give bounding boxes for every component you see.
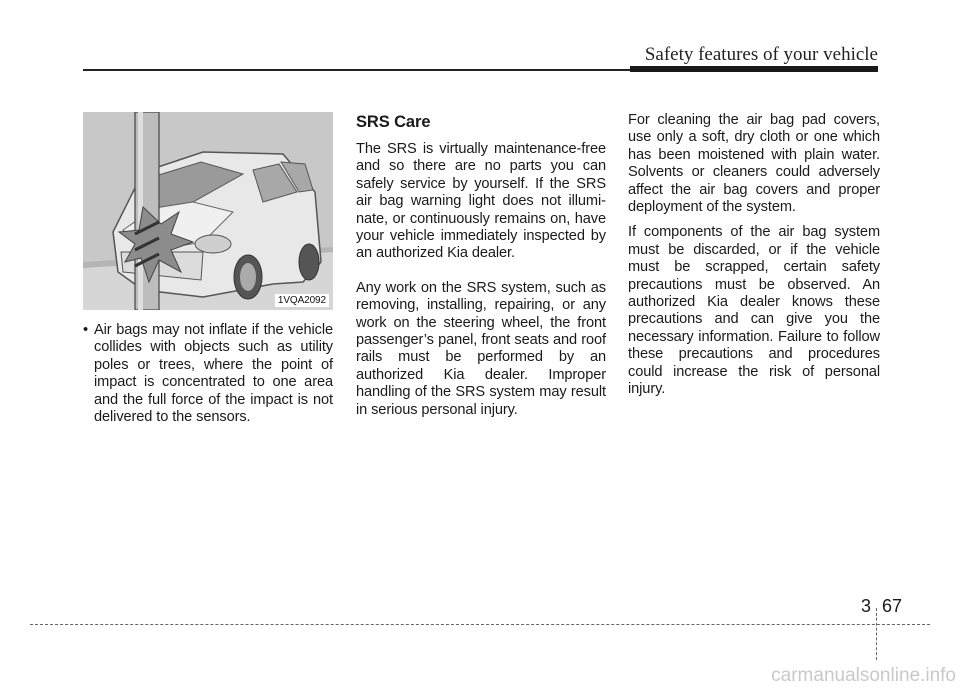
page-number: 67	[882, 596, 903, 616]
column-left	[83, 112, 333, 426]
bullet-dot: •	[83, 322, 89, 338]
paragraph-disposal: If components of the air bag system must be discarded, or if the vehicle must be scrapped, certain safety precautions must be observed. An authorized Kia dealer knows these precautions and can give you the necessary information. Failure to follow these precautions and procedures could increase the risk of personal injury.	[628, 224, 880, 398]
illustration	[83, 112, 333, 310]
column-middle	[356, 112, 606, 419]
paragraph-cleaning: For cleaning the air bag pad covers, use only a soft, dry cloth or one which has been moistened with plain water. Solvents or cleaners could adversely affect the air bag covers and proper deployment of the system.	[628, 112, 880, 216]
chapter-number: 3	[860, 596, 871, 616]
footer-rule	[30, 624, 930, 625]
bullet-item	[83, 322, 333, 426]
paragraph-maintenance: The SRS is virtually maintenance-free and so there are no parts you can safely service by yourself. If the SRS air bag warning light does not illuminate, or continuously remains on, have your vehicle immediately inspected by an authorized Kia dealer.	[356, 141, 606, 262]
watermark: carmanualsonline.info	[771, 665, 956, 686]
car-collision-illustration	[83, 112, 333, 310]
header-rule-accent	[630, 66, 878, 72]
section-heading: SRS Care	[356, 113, 431, 131]
page-header-title: Safety features of your vehicle	[644, 44, 878, 65]
bullet-text: Air bags may not inflate if the vehicle collides with objects such as utility poles or trees, where the point of impact is concentrated to one area and the full force of the impact is not delivered to the sensors.	[94, 322, 333, 426]
column-right	[628, 112, 880, 399]
paragraph-work-on-srs: Any work on the SRS system, such as removing, installing, repairing, or any work on the steering wheel, the front passenger’s panel, front seats and roof rails must be performed by an authorized Kia dealer. Improper handling of the SRS system may result in serious personal injury.	[356, 279, 606, 418]
footer-divider	[876, 608, 877, 660]
figure-code: 1VQA2092	[275, 294, 329, 307]
